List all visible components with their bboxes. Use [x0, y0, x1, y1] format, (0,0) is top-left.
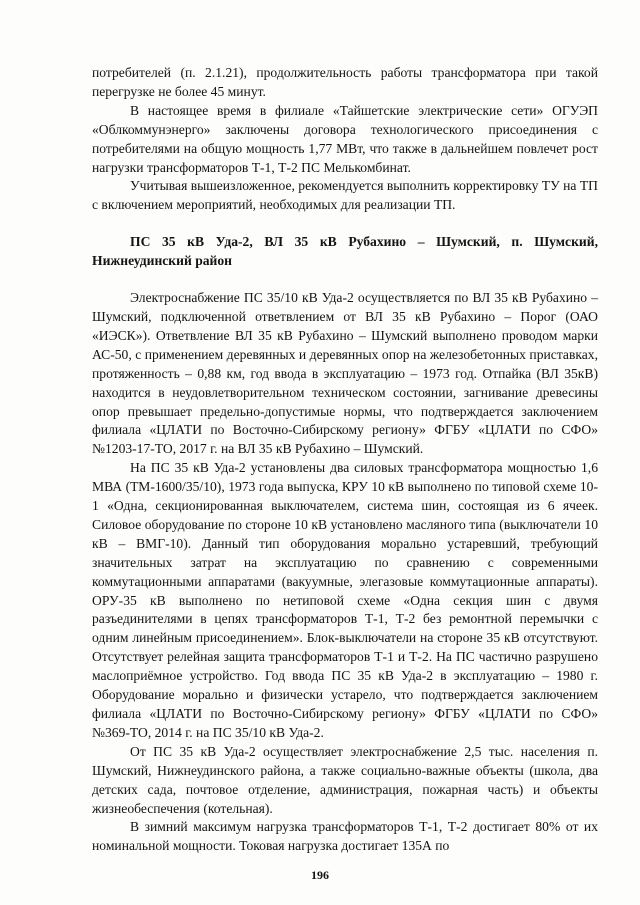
paragraph-power-supply: Электроснабжение ПС 35/10 кВ Уда-2 осуществляется по ВЛ 35 кВ Рубахино – Шумский, подключенной ответвлением от ВЛ 35 кВ Рубахино – Порог (ОАО «ИЭСК»). Ответвление ВЛ 35 кВ Рубахино – Шумский выполнено проводом марки АС-50, с применением деревянных и деревянных опор на железобетонных приставках, протяженность – 0,88 км, год ввода в эксплуатацию – 1973 год. Отпайка (ВЛ 35кВ) находится в неудовлетворительном техническом состоянии, загнивание древесины опор превышает предельно-допустимые нормы, что подтверждается заключением филиала «ЦЛАТИ по Восточно-Сибирскому региону» ФГБУ «ЦЛАТИ по СФО» №1203-17-ТО, 2017 г. на ВЛ 35 кВ Рубахино – Шумский.: [92, 290, 598, 457]
paragraph-transformers: На ПС 35 кВ Уда-2 установлены два силовых трансформатора мощностью 1,6 МВА (ТМ-1600/35/10), 1973 года выпуска, КРУ 10 кВ выполнено по типовой схеме 10-1 «Одна, секционированная выключателем, система шин, состоящая из 6 ячеек. Силовое оборудование по стороне 10 кВ установлено масляного типа (выключатели 10 кВ – ВМГ-10). Данный тип оборудования морально устаревший, требующий значительных затрат на эксплуатацию по сравнению с современными коммутационными аппаратами (вакуумные, элегазовые коммутационные аппараты). ОРУ-35 кВ выполнено по нетиповой схеме «Одна секция шин с двумя разъединителями в цепях трансформаторов Т-1, Т-2 без ремонтной перемычки с одним линейным присоединением». Блок-выключатели на стороне 35 кВ отсутствуют. Отсутствует релейная защита трансформаторов Т-1 и Т-2. На ПС частично разрушено маслоприёмное устройство. Год ввода ПС 35 кВ Уда-2 в эксплуатацию – 1980 г. Оборудование морально и физически устарело, что подтверждается заключением филиала «ЦЛАТИ по Восточно-Сибирскому региону» ФГБУ «ЦЛАТИ по СФО» №369-ТО, 2014 г. на ПС 35/10 кВ Уда-2.: [92, 460, 598, 740]
paragraph-winter-load: В зимний максимум нагрузка трансформаторов Т-1, Т-2 достигает 80% от их номинальной мощности. Токовая нагрузка достигает 135А по: [92, 819, 598, 854]
paragraph-recommendation: Учитывая вышеизложенное, рекомендуется выполнить корректировку ТУ на ТП с включением мероприятий, необходимых для реализации ТП.: [92, 178, 598, 213]
paragraph-consumers: От ПС 35 кВ Уда-2 осуществляет электроснабжение 2,5 тыс. населения п. Шумский, Нижнеудинского района, а также социально-важные объекты (школа, два детских сада, почтовое отделение, администрация, пожарная часть) и объекты жизнеобеспечения (котельная).: [92, 743, 598, 816]
section-heading-uda-2: ПС 35 кВ Уда-2, ВЛ 35 кВ Рубахино – Шумский, п. Шумский, Нижнеудинский район: [92, 234, 598, 269]
document-body: [92, 64, 598, 856]
paragraph-taishet-connections: В настоящее время в филиале «Тайшетские электрические сети» ОГУЭП «Облкоммунэнерго» заключены договора технологического присоединения с потребителями на общую мощность 1,77 МВт, что также в дальнейшем повлечет рост нагрузки трансформаторов Т-1, Т-2 ПС Мелькомбинат.: [92, 102, 598, 175]
paragraph-continuation: потребителей (п. 2.1.21), продолжительность работы трансформатора при такой перегрузке не более 45 минут.: [92, 65, 598, 99]
page-number: 196: [311, 868, 329, 882]
